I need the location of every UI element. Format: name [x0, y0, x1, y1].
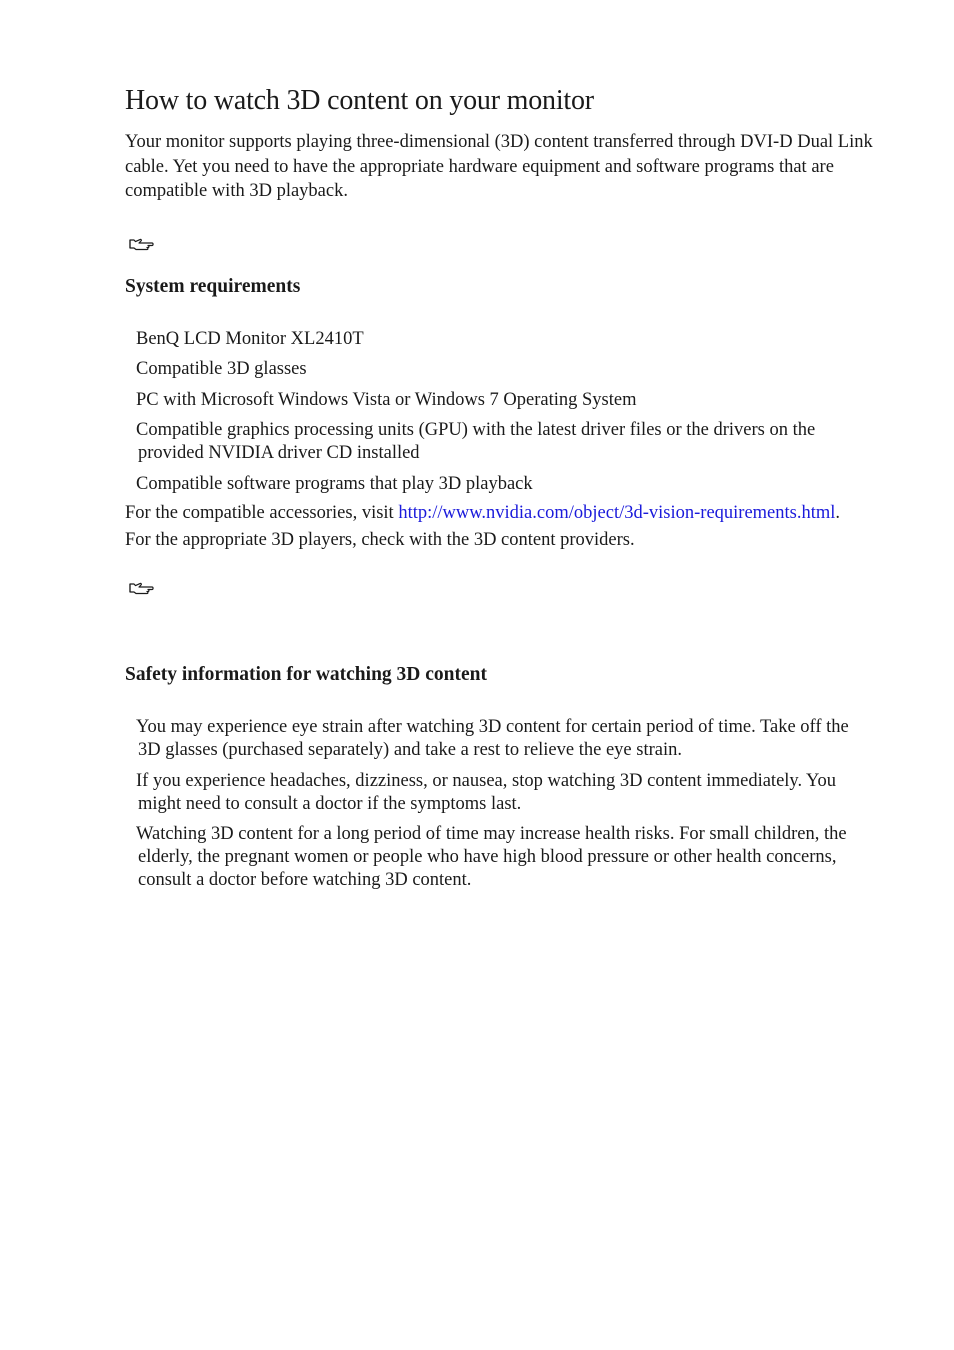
pointing-hand-icon [125, 231, 155, 253]
page-title: How to watch 3D content on your monitor [125, 85, 594, 116]
list-item: Compatible software programs that play 3D playback [136, 473, 533, 494]
document-page [125, 84, 875, 900]
list-item: Watching 3D content for a long period of time may increase health risks. For small children, the elderly, the pregnant women or people who have high blood pressure or other health concerns, consult a doctor before watching 3D content. [136, 824, 847, 890]
system-requirements-list [125, 328, 875, 496]
accessories-paragraph [125, 500, 875, 527]
intro-paragraph: Your monitor supports playing three-dimensional (3D) content transferred through DVI-D Dual Link cable. Yet you need to have the appropriate hardware equipment and software programs that are compatible with 3D playback. [125, 132, 873, 201]
safety-list [125, 716, 875, 892]
system-requirements-heading: System requirements [125, 275, 301, 297]
accessories-text: For the compatible accessories, visit [125, 503, 399, 523]
list-item: You may experience eye strain after watching 3D content for certain period of time. Take off the 3D glasses (purchased separately) and take a rest to relieve the eye strain. [136, 717, 849, 760]
list-item: If you experience headaches, dizziness, or nausea, stop watching 3D content immediately. You might need to consult a doctor if the symptoms last. [136, 770, 837, 814]
list-item: Compatible 3D glasses [136, 359, 307, 379]
list-item: Compatible graphics processing units (GPU) with the latest driver files or the drivers on the provided NVIDIA driver CD installed [136, 420, 816, 463]
safety-heading: Safety information for watching 3D content [125, 664, 487, 685]
list-item: PC with Microsoft Windows Vista or Windows 7 Operating System [136, 389, 637, 410]
pointing-hand-icon [125, 575, 155, 597]
accessories-suffix: . [835, 503, 841, 523]
players-paragraph: For the appropriate 3D players, check with the 3D content providers. [125, 530, 635, 550]
list-item: BenQ LCD Monitor XL2410T [136, 328, 364, 349]
nvidia-requirements-link[interactable]: http://www.nvidia.com/object/3d-vision-requirements.html [398, 503, 836, 523]
